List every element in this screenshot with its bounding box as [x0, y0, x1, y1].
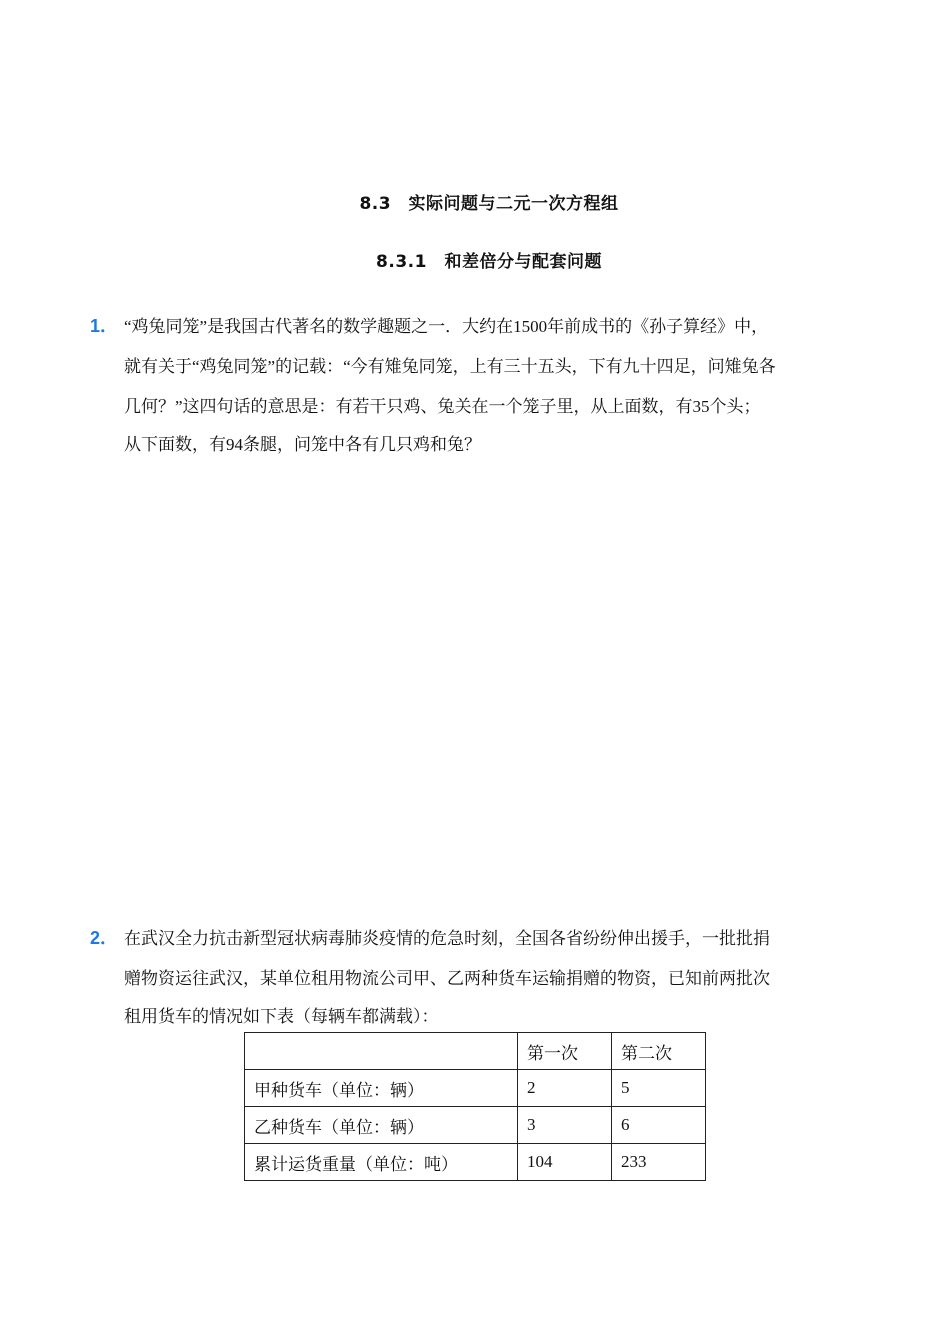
table-row [245, 1070, 706, 1107]
truck-data-table [244, 1032, 706, 1181]
table-header-row [245, 1033, 706, 1070]
question-text-line: 就有关于“鸡兔同笼”的记载：“今有雉兔同笼，上有三十五头，下有九十四足，问雉兔各 [124, 357, 776, 376]
table-cell: 233 [612, 1144, 706, 1181]
table-header-cell: 第一次 [518, 1033, 612, 1070]
table-cell: 2 [518, 1070, 612, 1107]
table-row [245, 1107, 706, 1144]
table-cell: 甲种货车（单位：辆） [245, 1070, 518, 1107]
subsection-title: 8.3.1 和差倍分与配套问题 [376, 252, 602, 272]
table-cell: 累计运货重量（单位：吨） [245, 1144, 518, 1181]
question-text-line: 租用货车的情况如下表（每辆车都满载）： [124, 1007, 439, 1026]
table-cell: 3 [518, 1107, 612, 1144]
table-cell: 乙种货车（单位：辆） [245, 1107, 518, 1144]
question-number: 2． [90, 928, 119, 948]
question-text-line: 在武汉全力抗击新型冠状病毒肺炎疫情的危急时刻，全国各省纷纷伸出援手，一批批捐 [124, 929, 770, 948]
table-cell: 5 [612, 1070, 706, 1107]
table-header-cell: 第二次 [612, 1033, 706, 1070]
table-row [245, 1144, 706, 1181]
question-text-line: 从下面数，有94条腿，问笼中各有几只鸡和兔？ [124, 435, 481, 454]
question-number: 1． [90, 316, 119, 336]
table-cell: 6 [612, 1107, 706, 1144]
section-title: 8.3 实际问题与二元一次方程组 [359, 194, 619, 214]
question-text-line: 几何？”这四句话的意思是：有若干只鸡、兔关在一个笼子里，从上面数，有35个头； [124, 397, 761, 416]
question-text-line: “鸡兔同笼”是我国古代著名的数学趣题之一．大约在1500年前成书的《孙子算经》中， [124, 317, 769, 336]
table-cell: 104 [518, 1144, 612, 1181]
question-text-line: 赠物资运往武汉，某单位租用物流公司甲、乙两种货车运输捐赠的物资，已知前两批次 [124, 969, 770, 988]
table-header-cell [245, 1033, 518, 1070]
